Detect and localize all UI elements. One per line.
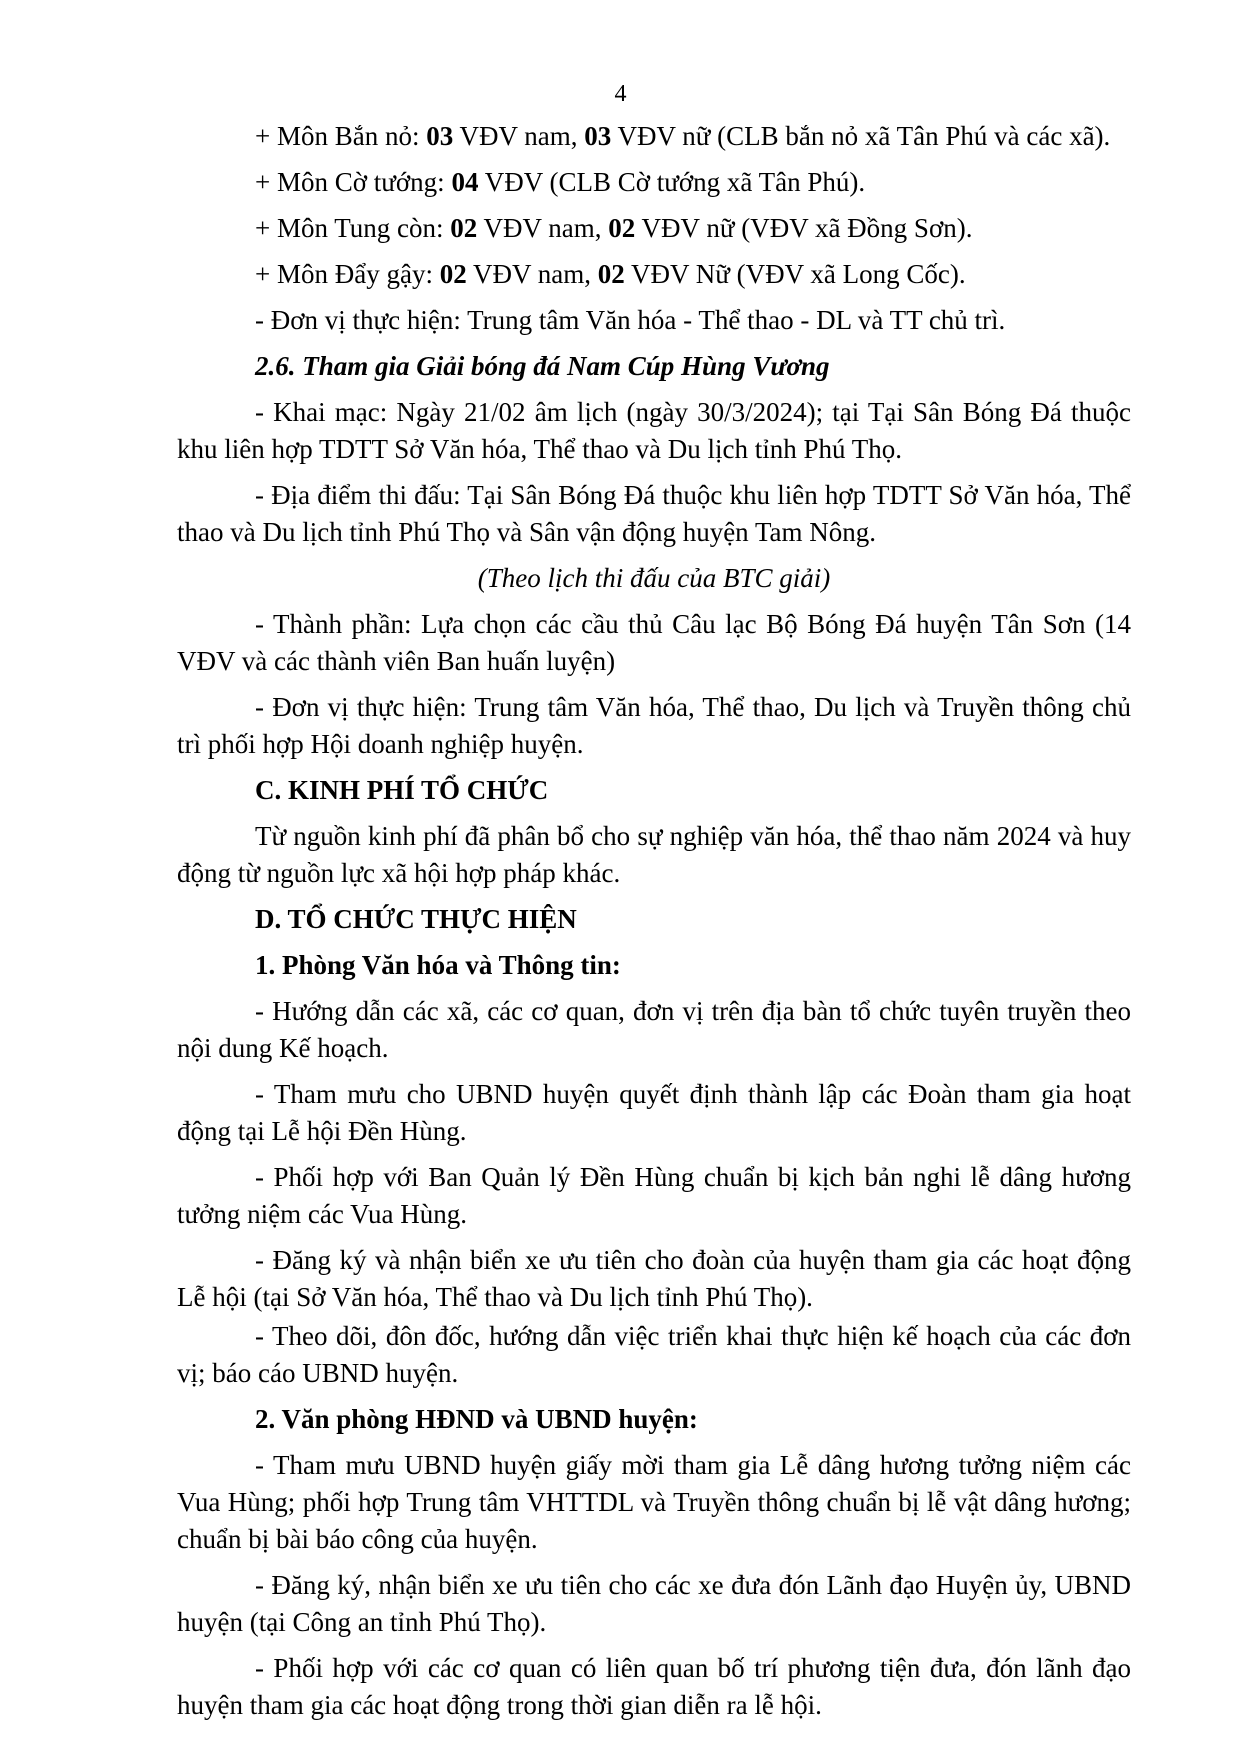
section-d-sub1-item: - Tham mưu cho UBND huyện quyết định thành lập các Đoàn tham gia hoạt động tại Lễ hội Đền Hùng. bbox=[177, 1079, 1131, 1146]
section-d-sub1-item: - Theo dõi, đôn đốc, hướng dẫn việc triển khai thực hiện kế hoạch của các đơn vị; báo cáo UBND huyện. bbox=[177, 1321, 1131, 1388]
section-d-sub2-item: - Phối hợp với các cơ quan có liên quan bố trí phương tiện đưa, đón lãnh đạo huyện tham gia các hoạt động trong thời gian diễn ra lễ hội. bbox=[177, 1653, 1131, 1720]
section-d-sub1-title: 1. Phòng Văn hóa và Thông tin: bbox=[255, 950, 621, 980]
section-2-6-khai-mac: - Khai mạc: Ngày 21/02 âm lịch (ngày 30/3/2024); tại Tại Sân Bóng Đá thuộc khu liên hợp TDTT Sở Văn hóa, Thể thao và Du lịch tỉnh Phú Thọ. bbox=[177, 397, 1131, 464]
tung-con-count-male: 02 bbox=[450, 213, 478, 243]
tung-con-line bbox=[177, 210, 1131, 247]
don-vi-thuc-hien-1: - Đơn vị thực hiện: Trung tâm Văn hóa - Thể thao - DL và TT chủ trì. bbox=[255, 305, 1006, 335]
ban-no-prefix: + Môn Bắn nỏ: bbox=[255, 121, 427, 151]
section-d-sub1-item: - Đăng ký và nhận biển xe ưu tiên cho đoàn của huyện tham gia các hoạt động Lễ hội (tại Sở Văn hóa, Thể thao và Du lịch tỉnh Phú Thọ). bbox=[177, 1245, 1131, 1312]
day-gay-count-male: 02 bbox=[439, 259, 467, 289]
ban-no-count-female: 03 bbox=[584, 121, 612, 151]
section-d-title: D. TỔ CHỨC THỰC HIỆN bbox=[255, 904, 577, 934]
ban-no-text-1: VĐV nam, bbox=[453, 121, 585, 151]
ban-no-text-2: VĐV nữ (CLB bắn nỏ xã Tân Phú và các xã). bbox=[611, 121, 1111, 151]
day-gay-count-female: 02 bbox=[597, 259, 625, 289]
section-2-6-dia-diem: - Địa điểm thi đấu: Tại Sân Bóng Đá thuộc khu liên hợp TDTT Sở Văn hóa, Thể thao và Du lịch tỉnh Phú Thọ và Sân vận động huyện Tam Nông. bbox=[177, 480, 1131, 547]
tung-con-text-1: VĐV nam, bbox=[477, 213, 609, 243]
day-gay-text-1: VĐV nam, bbox=[466, 259, 598, 289]
section-d-sub1-item: - Phối hợp với Ban Quản lý Đền Hùng chuẩn bị kịch bản nghi lễ dâng hương tưởng niệm các Vua Hùng. bbox=[177, 1162, 1131, 1229]
section-2-6-don-vi: - Đơn vị thực hiện: Trung tâm Văn hóa, Thể thao, Du lịch và Truyền thông chủ trì phối hợp Hội doanh nghiệp huyện. bbox=[177, 692, 1131, 759]
section-d-sub2-item: - Đăng ký, nhận biển xe ưu tiên cho các xe đưa đón Lãnh đạo Huyện ủy, UBND huyện (tại Công an tỉnh Phú Thọ). bbox=[177, 1570, 1131, 1637]
section-2-6-thanh-phan: - Thành phần: Lựa chọn các cầu thủ Câu lạc Bộ Bóng Đá huyện Tân Sơn (14 VĐV và các thành viên Ban huấn luyện) bbox=[177, 609, 1131, 676]
section-d-sub2-item: - Tham mưu UBND huyện giấy mời tham gia Lễ dâng hương tưởng niệm các Vua Hùng; phối hợp Trung tâm VHTTDL và Truyền thông chuẩn bị lễ vật dâng hương; chuẩn bị bài báo công của huyện. bbox=[177, 1450, 1131, 1554]
ban-no-line bbox=[177, 118, 1131, 155]
section-2-6-title: 2.6. Tham gia Giải bóng đá Nam Cúp Hùng Vương bbox=[255, 351, 830, 381]
co-tuong-line bbox=[177, 164, 1131, 201]
tung-con-count-female: 02 bbox=[608, 213, 636, 243]
section-c-body: Từ nguồn kinh phí đã phân bổ cho sự nghiệp văn hóa, thể thao năm 2024 và huy động từ nguồn lực xã hội hợp pháp khác. bbox=[177, 821, 1131, 888]
co-tuong-count: 04 bbox=[451, 167, 479, 197]
ban-no-count-male: 03 bbox=[426, 121, 454, 151]
day-gay-line bbox=[177, 256, 1131, 293]
section-d-sub2-title: 2. Văn phòng HĐND và UBND huyện: bbox=[255, 1404, 698, 1434]
page-number: 4 bbox=[614, 81, 627, 107]
co-tuong-text: VĐV (CLB Cờ tướng xã Tân Phú). bbox=[478, 167, 866, 197]
section-c-title: C. KINH PHÍ TỔ CHỨC bbox=[255, 775, 549, 805]
co-tuong-prefix: + Môn Cờ tướng: bbox=[255, 167, 452, 197]
tung-con-text-2: VĐV nữ (VĐV xã Đồng Sơn). bbox=[635, 213, 973, 243]
day-gay-prefix: + Môn Đẩy gậy: bbox=[255, 259, 440, 289]
tung-con-prefix: + Môn Tung còn: bbox=[255, 213, 451, 243]
section-d-sub1-item: - Hướng dẫn các xã, các cơ quan, đơn vị trên địa bàn tổ chức tuyên truyền theo nội dung Kế hoạch. bbox=[177, 996, 1131, 1063]
document-body bbox=[177, 118, 1131, 1733]
day-gay-text-2: VĐV Nữ (VĐV xã Long Cốc). bbox=[624, 259, 966, 289]
section-2-6-theo-lich: (Theo lịch thi đấu của BTC giải) bbox=[477, 563, 831, 593]
